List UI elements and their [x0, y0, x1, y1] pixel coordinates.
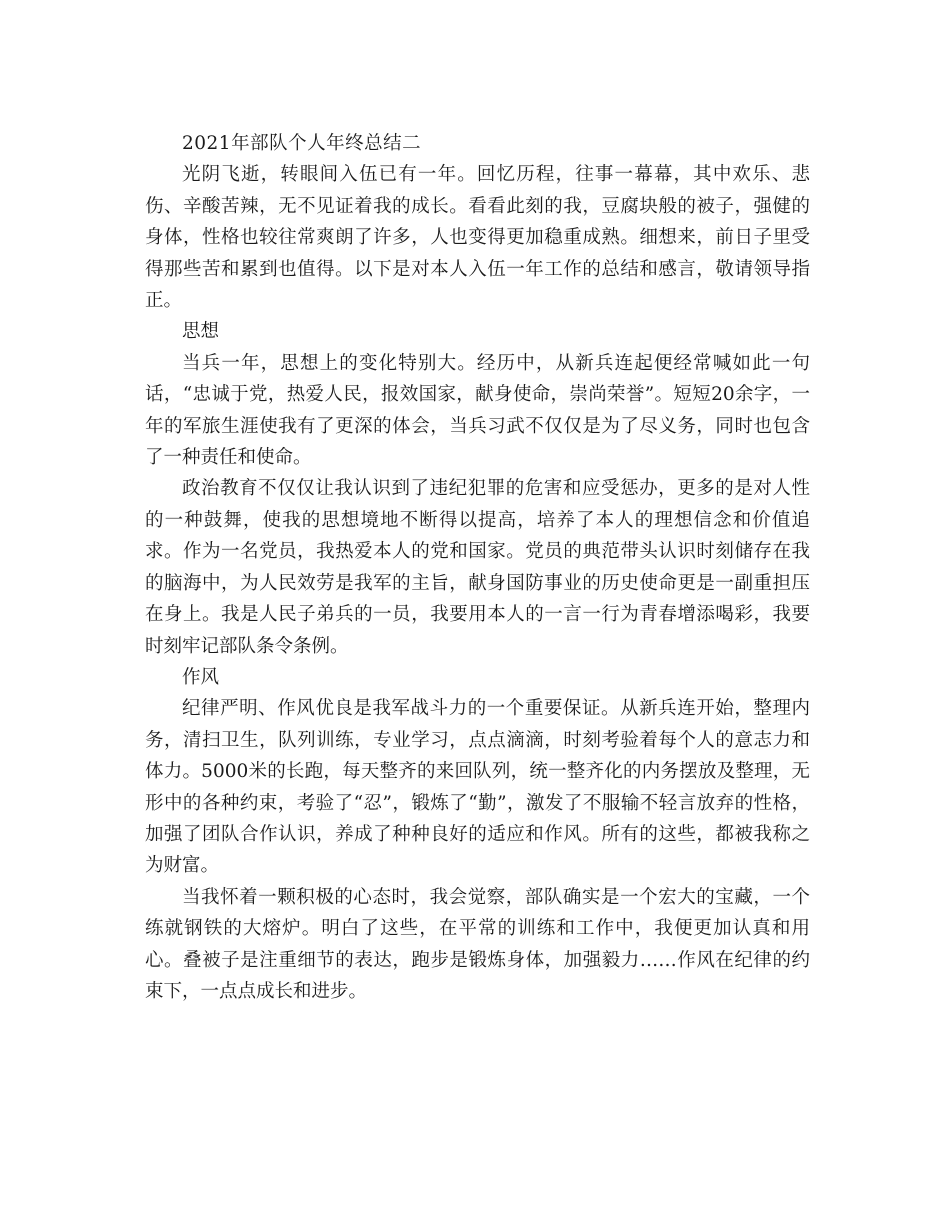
paragraph-thought-2: 政治教育不仅仅让我认识到了违纪犯罪的危害和应受惩办，更多的是对人性的一种鼓舞，使我的思想境地不断得以提高，培养了本人的理想信念和价值追求。作为一名党员，我热爱本人的党和国家。党员的典范带头认识时刻储存在我的脑海中，为人民效劳是我军的主旨，献身国防事业的历史使命更是一副重担压在身上。我是人民子弟兵的一员，我要用本人的一言一行为青春增添喝彩，我要时刻牢记部队条令条例。	[145, 478, 810, 657]
paragraph-style-2: 当我怀着一颗积极的心态时，我会觉察，部队确实是一个宏大的宝藏，一个练就钢铁的大熔炉。明白了这些，在平常的训练和工作中，我便更加认真和用心。叠被子是注重细节的表达，跑步是锻炼身体，加强毅力……作风在纪律的约束下，一点点成长和进步。	[145, 886, 810, 1002]
paragraph-style-1: 纪律严明、作风优良是我军战斗力的一个重要保证。从新兵连开始，整理内务，清扫卫生，队列训练，专业学习，点点滴滴，时刻考验着每个人的意志力和体力。5000米的长跑，每天整齐的来回队列，统一整齐化的内务摆放及整理，无形中的各种约束，考验了“忍”，锻炼了“勤”，激发了不服输不轻言放弃的性格，加强了团队合作认识，养成了种种良好的适应和作风。所有的这些，都被我称之为财富。	[145, 698, 810, 877]
paragraph-intro: 光阴飞逝，转眼间入伍已有一年。回忆历程，往事一幕幕，其中欢乐、悲伤、辛酸苦辣，无不见证着我的成长。看看此刻的我，豆腐块般的被子，强健的身体，性格也较往常爽朗了许多，人也变得更加稳重成熟。细想来，前日子里受得那些苦和累到也值得。以下是对本人入伍一年工作的总结和感言，敬请领导指正。	[145, 164, 810, 312]
paragraph-thought-1: 当兵一年，思想上的变化特别大。经历中，从新兵连起便经常喊如此一句话，“忠诚于党，热爱人民，报效国家，献身使命，崇尚荣誉”。短短20余字，一年的军旅生涯使我有了更深的体会，当兵习武不仅仅是为了尽义务，同时也包含了一种责任和使命。	[145, 352, 810, 469]
document-body	[145, 128, 810, 1007]
section-heading-style: 作风	[182, 666, 220, 688]
section-heading-thought: 思想	[182, 321, 220, 343]
document-title: 2021年部队个人年终总结二	[182, 133, 422, 154]
